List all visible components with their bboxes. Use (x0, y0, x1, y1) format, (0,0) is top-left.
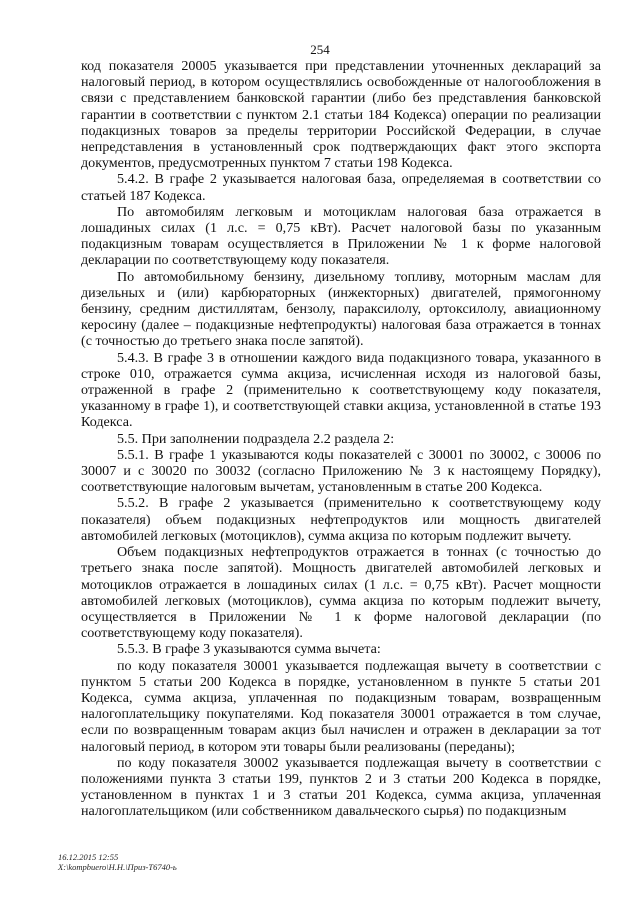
footer-file-path: X:\kompbuero\Н.Н.\Приз-Т6740-ь (58, 862, 177, 872)
paragraph: 5.5.1. В графе 1 указываются коды показателей с 30001 по 30002, с 30006 по 30007 и с 30020 по 30032 (согласно Приложению № 3 к настоящему Порядку), соответствующие налоговым вычетам, установленным в статье 200 Кодекса. (81, 446, 601, 496)
paragraph: Объем подакцизных нефтепродуктов отражается в тоннах (с точностью до третьего знака после запятой). Мощность двигателей автомобилей легковых и мотоциклов отражается в лошадиных силах (1 л.с. = 0,75 кВт). Расчет мощности автомобилей легковых (мотоциклов), сумма акциза по которым подлежит вычету, осуществляется в Приложении № 1 к форме налоговой декларации (по соответствующему коду показателя). (81, 544, 601, 642)
paragraph: 5.5. При заполнении подраздела 2.2 раздела 2: (117, 430, 395, 447)
paragraph: По автомобилям легковым и мотоциклам налоговая база отражается в лошадиных силах (1 л.с. = 0,75 кВт). Расчет налоговой базы по указанным подакцизным товарам осуществляется в Приложении № 1 к форме налоговой декларации по соответствующему коду показателя. (81, 203, 601, 269)
paragraph: 5.4.2. В графе 2 указывается налоговая база, определяемая в соответствии со статьей 187 Кодекса. (81, 171, 601, 204)
paragraph: по коду показателя 30002 указывается подлежащая вычету в соответствии с положениями пункта 3 статьи 199, пунктов 2 и 3 статьи 200 Кодекса в порядке, установленном в пунктах 1 и 3 статьи 201 Кодекса, сумма акциза, уплаченная налогоплательщиком (или собственником давальческого сырья) по подакцизным (81, 754, 601, 820)
paragraph: код показателя 20005 указывается при представлении уточненных деклараций за налоговый период, в котором осуществлялись освобожденные от налогообложения в связи с представлением банковской гарантии (либо без представления банковской гарантии в соответствии с пунктом 2.1 статьи 184 Кодекса) операции по реализации подакцизных товаров за пределы территории Российской Федерации, в случае непредставления в установленный срок подтверждающих факт этого экспорта документов, предусмотренных пунктом 7 статьи 198 Кодекса. (81, 58, 601, 172)
page-number: 254 (310, 42, 330, 57)
footer-timestamp: 16.12.2015 12:55 (58, 852, 119, 862)
paragraph: 5.5.2. В графе 2 указывается (применительно к соответствующему коду показателя) объем подакцизных нефтепродуктов или мощность двигателей автомобилей легковых (мотоциклов), сумма акциза по которым подлежит вычету. (81, 495, 601, 544)
paragraph: по коду показателя 30001 указывается подлежащая вычету в соответствии с пунктом 5 статьи 200 Кодекса в порядке, установленном в пункте 5 статьи 201 Кодекса, сумма акциза, уплаченная по подакцизным товарам, возвращенным налогоплательщику покупателями. Код показателя 30001 отражается в том случае, если по возвращенным товарам акциз был начислен и отражен в декларации за тот налоговый период, в котором эти товары были реализованы (переданы); (81, 657, 601, 755)
document-footer (58, 852, 177, 872)
paragraph: 5.5.3. В графе 3 указываются сумма вычета: (117, 641, 381, 658)
paragraph: 5.4.3. В графе 3 в отношении каждого вида подакцизного товара, указанного в строке 010, отражается сумма акциза, исчисленная исходя из налоговой базы, отраженной в графе 2 (применительно к соответствующему коду показателя, указанному в графе 1), и соответствующей ставки акциза, установленной в статье 193 Кодекса. (81, 349, 601, 431)
document-body (81, 58, 601, 820)
paragraph: По автомобильному бензину, дизельному топливу, моторным маслам для дизельных и (или) карбюраторных (инжекторных) двигателей, прямогонному бензину, средним дистиллятам, бензолу, параксилолу, ортоксилолу, авиационному керосину (далее – подакцизные нефтепродукты) налоговая база отражается в тоннах (с точностью до третьего знака после запятой). (81, 268, 601, 350)
